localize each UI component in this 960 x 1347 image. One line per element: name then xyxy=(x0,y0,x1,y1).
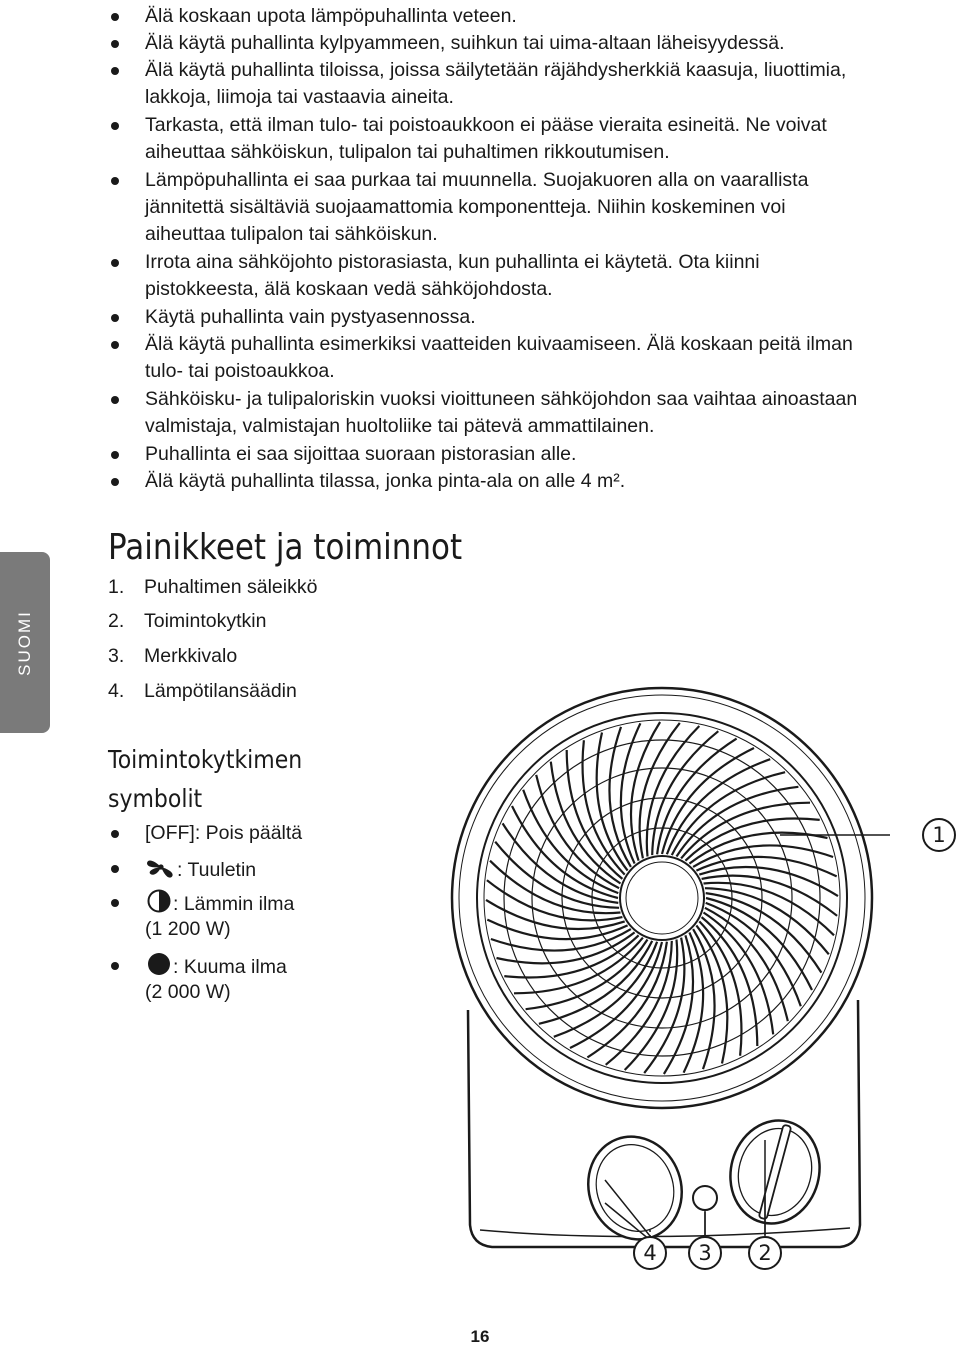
warning-text: Lämpöpuhallinta ei saa purkaa tai muunnella. Suojakuoren alla on vaarallista xyxy=(145,169,809,191)
part-label: Puhaltimen säleikkö xyxy=(144,576,318,598)
symbol-text: (2 000 W) xyxy=(145,981,231,1003)
warning-text: lakkoja, liimoja tai vastaavia aineita. xyxy=(145,86,454,108)
part-label: Merkkivalo xyxy=(144,645,238,667)
section-title: Painikkeet ja toiminnot xyxy=(108,527,463,568)
warning-text: Puhallinta ei saa sijoittaa suoraan pistorasian alle. xyxy=(145,443,577,465)
warning-text: tulo- tai poistoaukkoa. xyxy=(145,360,335,382)
warning-text: Käytä puhallinta vain pystyasennossa. xyxy=(145,306,476,328)
part-number: 4. xyxy=(108,680,125,702)
warning-text: valmistaja, valmistajan huoltoliike tai pätevä ammattilainen. xyxy=(145,415,655,437)
warning-text: Älä käytä puhallinta tilassa, jonka pinta-ala on alle 4 m². xyxy=(145,470,626,492)
warning-text: aiheuttaa sähköiskun, tulipalon tai puhaltimen rikkoutumisen. xyxy=(145,141,670,163)
callout-1: 1 xyxy=(922,818,956,852)
callout-2: 2 xyxy=(748,1236,782,1270)
symbol-text: : Kuuma ilma xyxy=(173,956,287,978)
callout-3: 3 xyxy=(688,1236,722,1270)
symbol-text: [OFF]: Pois päältä xyxy=(145,822,303,844)
part-number: 2. xyxy=(108,610,125,632)
symbol-text: (1 200 W) xyxy=(145,918,231,940)
warning-text: Älä koskaan upota lämpöpuhallinta veteen. xyxy=(145,5,517,27)
part-number: 3. xyxy=(108,645,125,667)
part-label: Lämpötilansäädin xyxy=(144,680,297,702)
symbols-title-line-1: Toimintokytkimen xyxy=(108,745,303,774)
language-tab-label: SUOMI xyxy=(15,609,34,676)
symbol-text: : Tuuletin xyxy=(177,859,257,881)
warning-text: Älä käytä puhallinta kylpyammeen, suihkun tai uima-altaan läheisyydessä. xyxy=(145,32,785,54)
warning-text: Älä käytä puhallinta esimerkiksi vaatteiden kuivaamiseen. Älä koskaan peitä ilman xyxy=(145,333,853,355)
warning-text: Tarkasta, että ilman tulo- tai poistoaukkoon ei pääse vieraita esineitä. Ne voivat xyxy=(145,114,827,136)
warning-text: Irrota aina sähköjohto pistorasiasta, kun puhallinta ei käytetä. Ota kiinni xyxy=(145,251,760,273)
part-label: Toimintokytkin xyxy=(144,610,267,632)
symbols-title-line-2: symbolit xyxy=(108,784,203,813)
warning-text: Älä käytä puhallinta tiloissa, joissa säilytetään räjähdysherkkiä kaasuja, liuottimia, xyxy=(145,59,847,81)
symbol-text: : Lämmin ilma xyxy=(173,893,295,915)
warning-text: aiheuttaa tulipalon tai sähköiskun. xyxy=(145,223,438,245)
callout-4: 4 xyxy=(633,1236,667,1270)
warning-text: Sähköisku- ja tulipaloriskin vuoksi vioittuneen sähköjohdon saa vaihtaa ainoastaan xyxy=(145,388,858,410)
warning-text: pistokkeesta, älä koskaan vedä sähköjohdosta. xyxy=(145,278,553,300)
warning-text: jännitettä sisältäviä suojaamattomia komponentteja. Niihin koskeminen voi xyxy=(145,196,786,218)
page-number: 16 xyxy=(470,1327,490,1346)
part-number: 1. xyxy=(108,576,125,598)
